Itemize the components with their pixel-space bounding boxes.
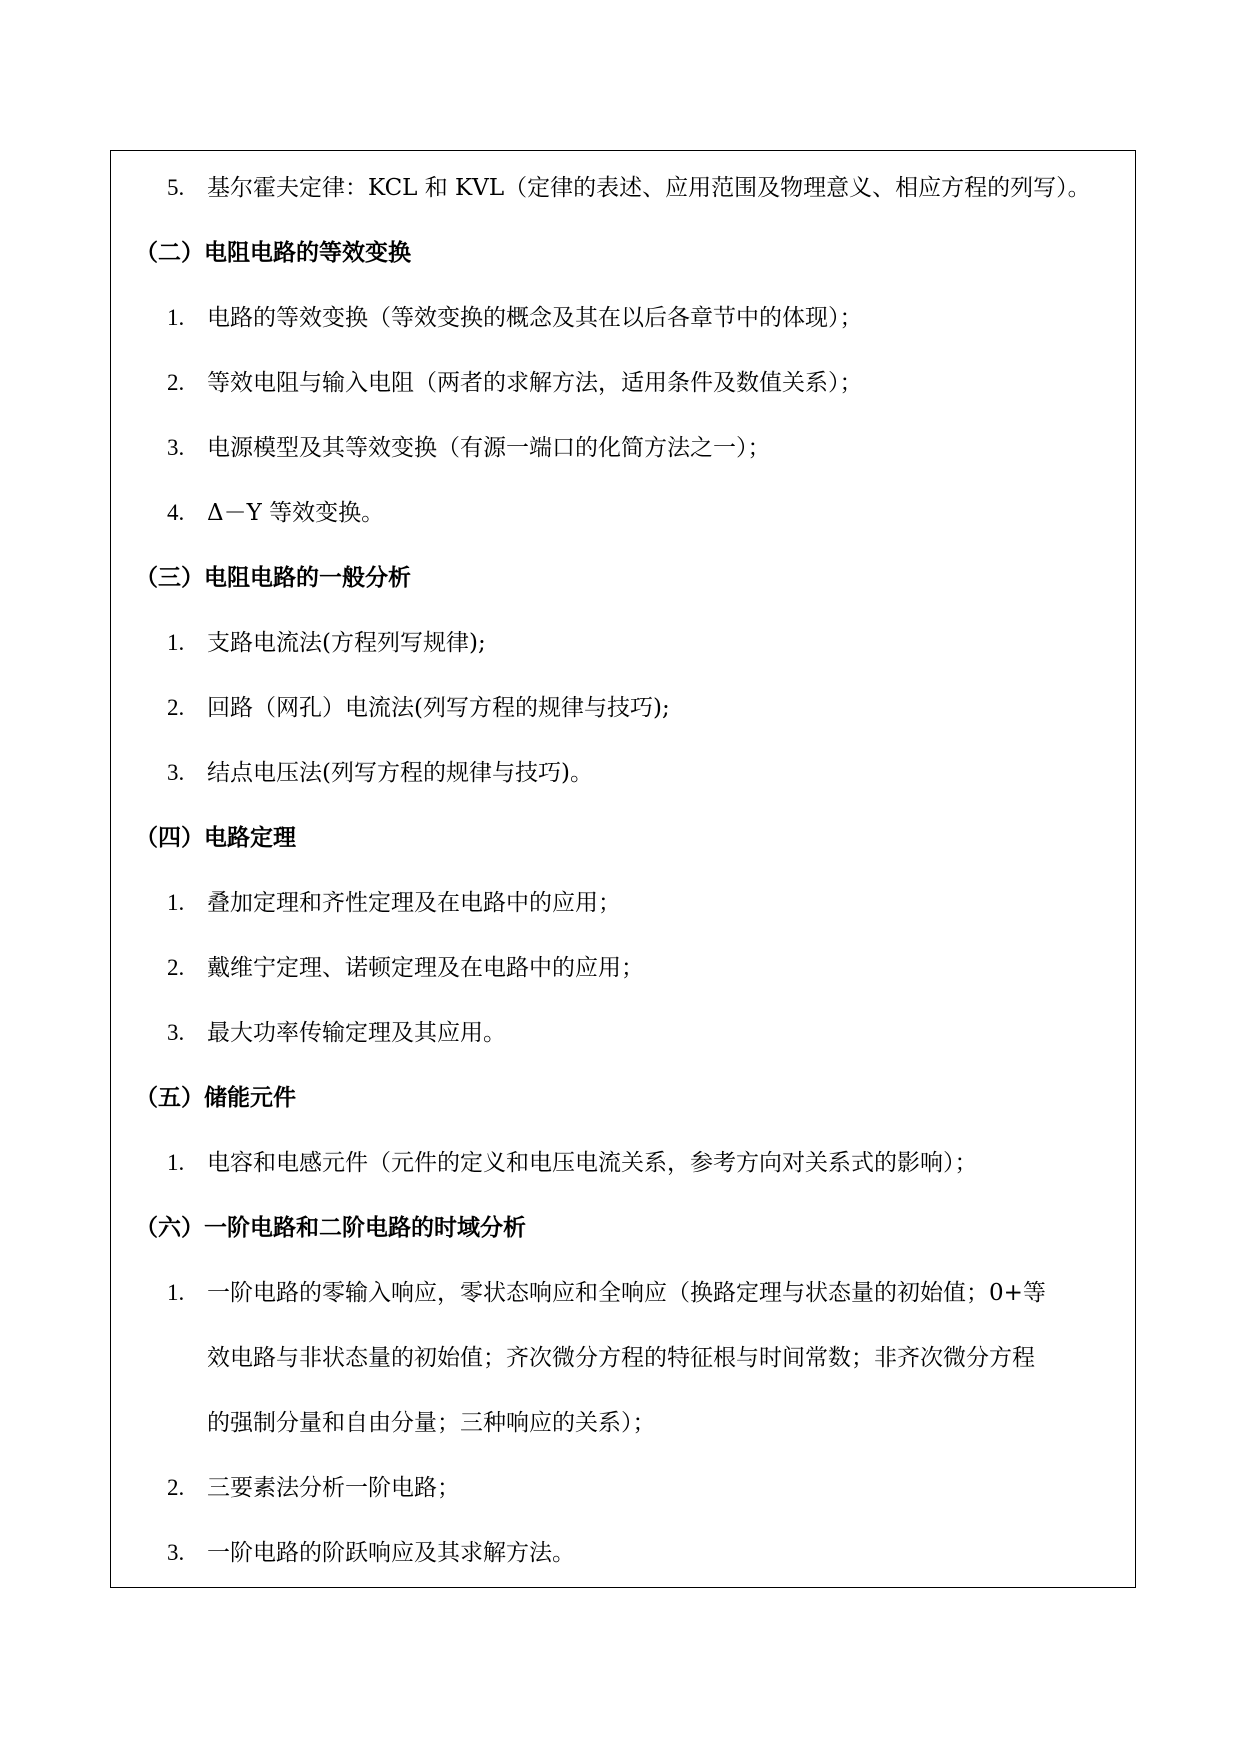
item-number: 2.	[167, 955, 185, 980]
item-text: 电路的等效变换（等效变换的概念及其在以后各章节中的体现）；	[207, 305, 863, 331]
item-number: 3.	[167, 760, 185, 785]
list-item	[167, 1538, 575, 1568]
list-item	[167, 498, 384, 528]
list-item	[167, 1148, 978, 1178]
list-item	[167, 693, 670, 723]
item-number: 1.	[167, 1280, 185, 1305]
item-number: 3.	[167, 1020, 185, 1045]
item-continuation: 的强制分量和自由分量；三种响应的关系）；	[207, 1410, 656, 1436]
item-text: Δ－Y 等效变换。	[207, 500, 385, 526]
item-text: 一阶电路的阶跃响应及其求解方法。	[207, 1540, 575, 1566]
item-text: 最大功率传输定理及其应用。	[207, 1020, 506, 1046]
item-number: 4.	[167, 500, 185, 525]
document-frame	[110, 150, 1136, 1588]
list-item	[167, 758, 593, 788]
item-number: 3.	[167, 1540, 185, 1565]
list-item	[167, 173, 1091, 203]
item-text: 叠加定理和齐性定理及在电路中的应用；	[207, 890, 621, 916]
item-number: 2.	[167, 1475, 185, 1500]
item-number: 2.	[167, 695, 185, 720]
item-number: 1.	[167, 890, 185, 915]
item-text: 回路（网孔）电流法(列写方程的规律与技巧);	[207, 695, 670, 721]
item-number: 1.	[167, 305, 185, 330]
section-heading: （六）一阶电路和二阶电路的时域分析	[135, 1214, 526, 1241]
item-text: 三要素法分析一阶电路；	[207, 1475, 460, 1501]
section-heading: （二）电阻电路的等效变换	[135, 239, 411, 266]
item-continuation: 效电路与非状态量的初始值；齐次微分方程的特征根与时间常数；非齐次微分方程	[207, 1345, 1035, 1371]
list-item	[167, 303, 863, 333]
item-number: 1.	[167, 630, 185, 655]
item-number: 3.	[167, 435, 185, 460]
item-number: 5.	[167, 175, 185, 200]
list-item	[167, 1278, 1046, 1308]
item-number: 2.	[167, 370, 185, 395]
list-item	[167, 953, 644, 983]
list-item	[167, 1018, 506, 1048]
list-item	[167, 628, 486, 658]
item-text: 电容和电感元件（元件的定义和电压电流关系，参考方向对关系式的影响）；	[207, 1150, 978, 1176]
item-text-line-1: 一阶电路的零输入响应，零状态响应和全响应（换路定理与状态量的初始值；0+等	[207, 1280, 1046, 1306]
item-text: 戴维宁定理、诺顿定理及在电路中的应用；	[207, 955, 644, 981]
item-text: 等效电阻与输入电阻（两者的求解方法，适用条件及数值关系）；	[207, 370, 863, 396]
item-text: 结点电压法(列写方程的规律与技巧)。	[207, 760, 593, 786]
list-item	[167, 1473, 460, 1503]
section-heading: （五）储能元件	[135, 1084, 296, 1111]
list-item	[167, 368, 863, 398]
item-text: 支路电流法(方程列写规律);	[207, 630, 486, 656]
item-number: 1.	[167, 1150, 185, 1175]
list-item	[167, 433, 771, 463]
section-heading: （三）电阻电路的一般分析	[135, 564, 411, 591]
item-text: 电源模型及其等效变换（有源一端口的化简方法之一）；	[207, 435, 771, 461]
section-heading: （四）电路定理	[135, 824, 296, 851]
list-item	[167, 888, 621, 918]
item-text: 基尔霍夫定律：KCL 和 KVL（定律的表述、应用范围及物理意义、相应方程的列写）。	[207, 175, 1091, 201]
